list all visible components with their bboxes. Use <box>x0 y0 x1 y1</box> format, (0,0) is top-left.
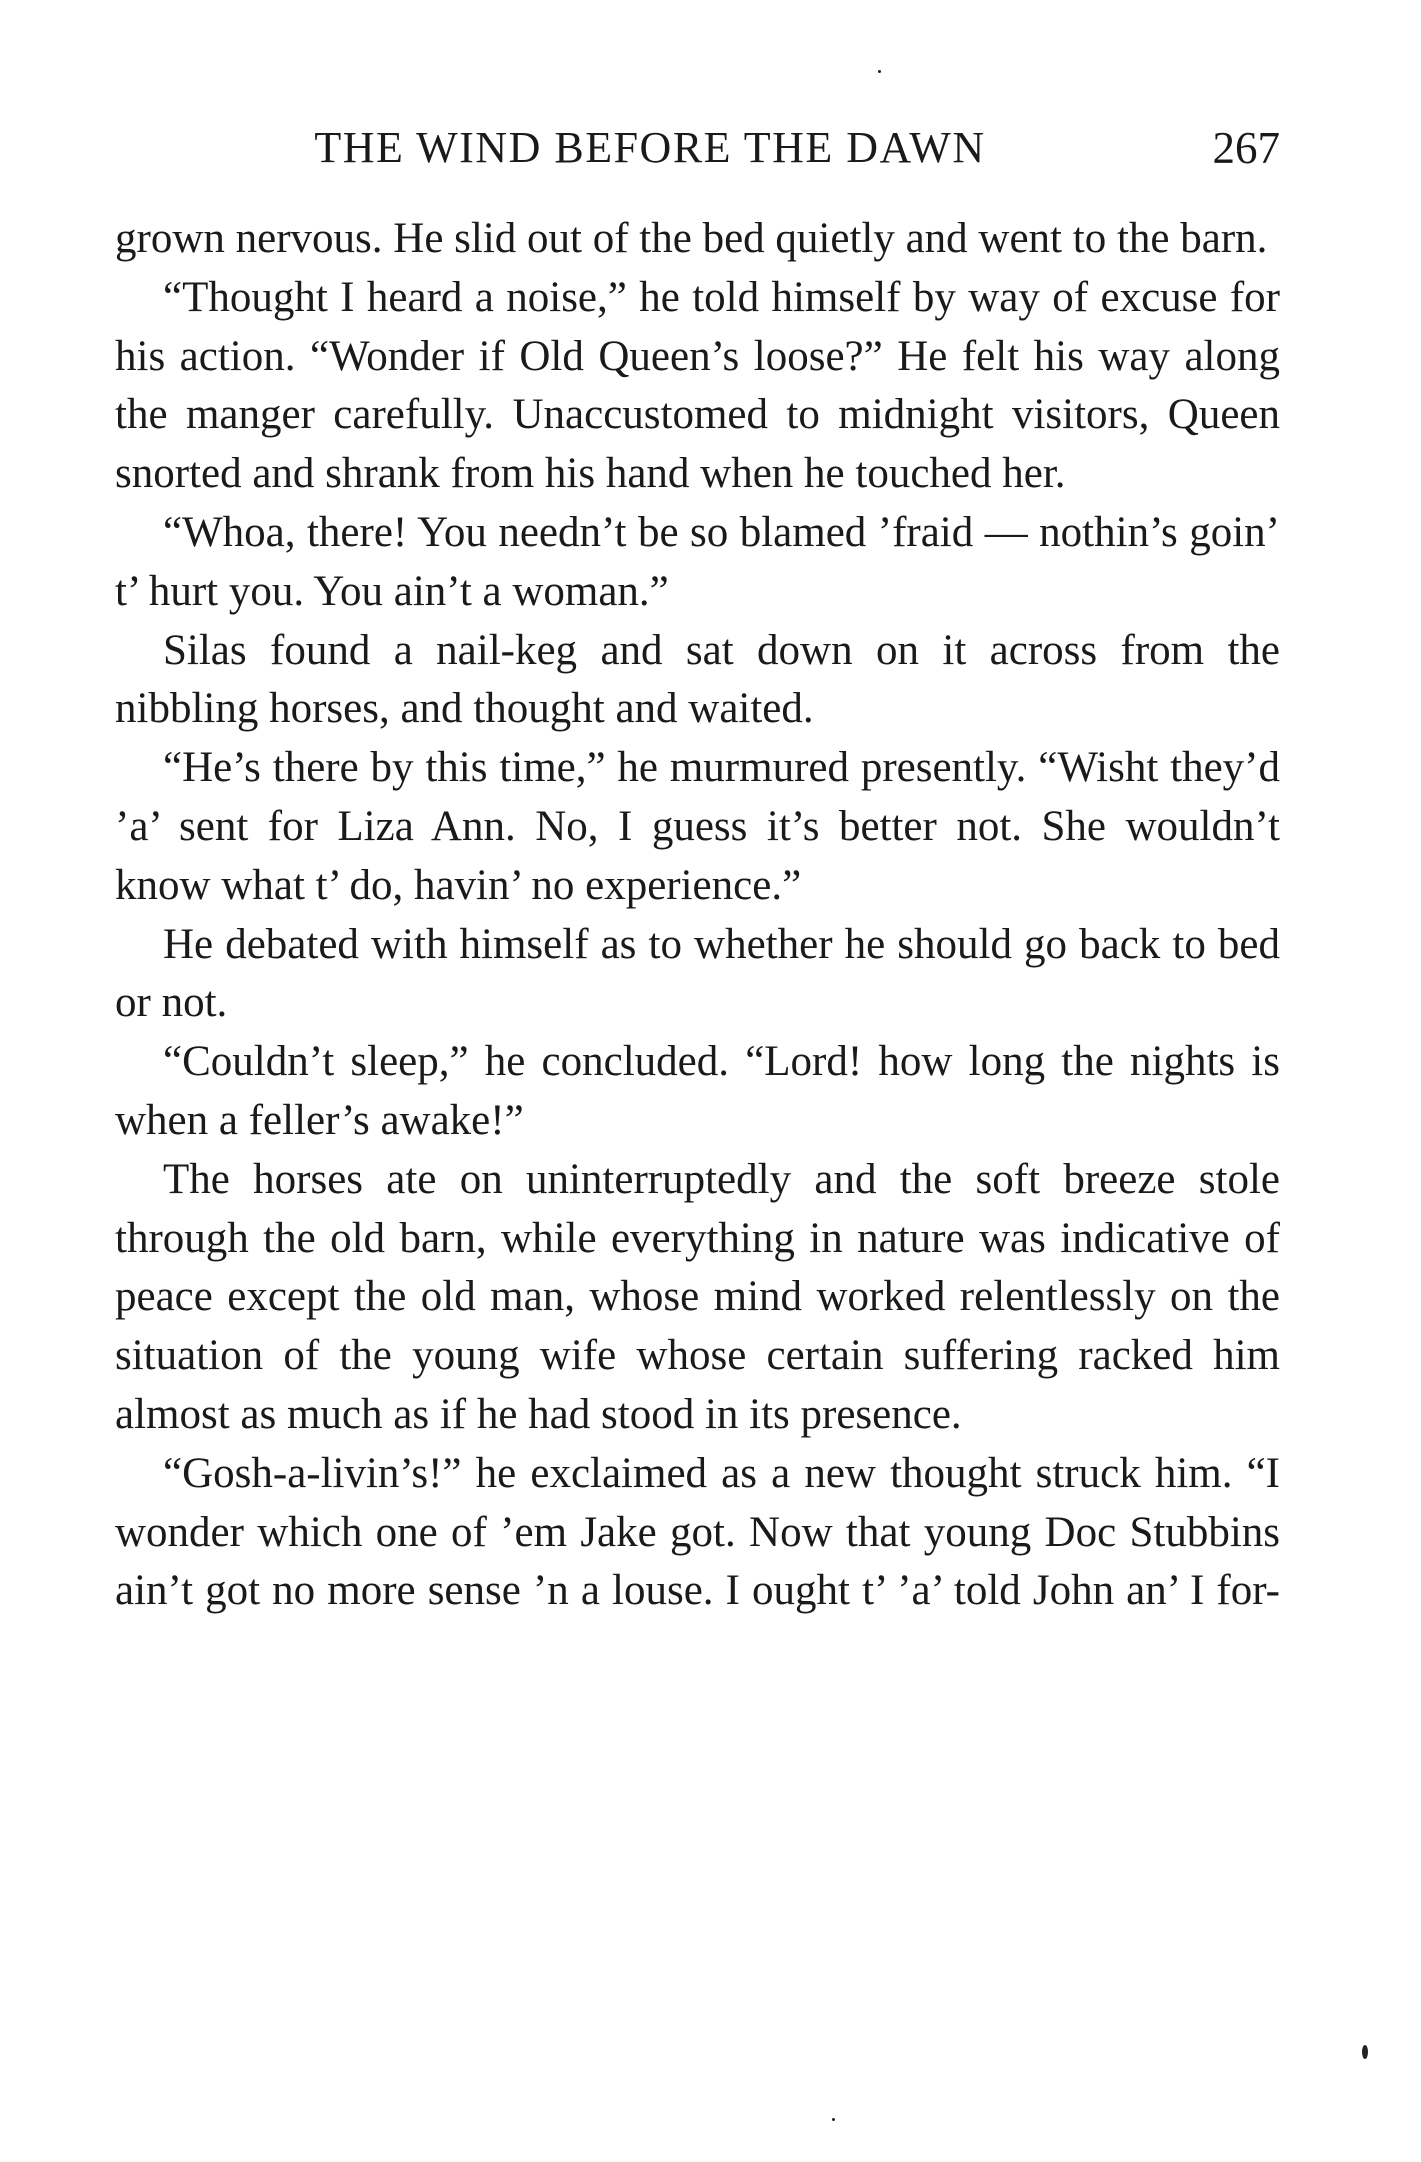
paragraph: He debated with himself as to whether he should go back to bed or not. <box>115 920 1280 1027</box>
paragraph: The horses ate on uninterruptedly and the soft breeze stole through the old barn, while everything in nature was indicative of peace except the old man, whose mind worked relentlessly on the situation of the young wife whose certain suffering racked him almost as much as if he had stood in its presence. <box>115 1155 1280 1438</box>
paragraph: “Couldn’t sleep,” he concluded. “Lord! how long the nights is when a feller’s awake!” <box>115 1038 1280 1144</box>
body-text <box>115 210 1280 1621</box>
running-head <box>115 118 1280 178</box>
paragraph: grown nervous. He slid out of the bed quietly and went to the barn. <box>115 215 1268 262</box>
paragraph: “Thought I heard a noise,” he told himself by way of excuse for his action. “Wonder if Old Queen’s loose?” He felt his way along the manger carefully. Unaccustomed to midnight visitors, Queen snorted and shrank from his hand when he touched her. <box>115 273 1280 498</box>
running-title: THE WIND BEFORE THE DAWN <box>314 123 986 172</box>
ink-speck <box>878 70 881 73</box>
paragraph: “Whoa, there! You needn’t be so blamed ’fraid — nothin’s goin’ t’ hurt you. You ain’t a woman.” <box>115 508 1280 615</box>
paragraph: “Gosh-a-livin’s!” he exclaimed as a new thought struck him. “I wonder which one of ’em Jake got. Now that young Doc Stubbins ain’t got no more sense ’n a louse. I ought t’ ’a’ told John an’ I for- <box>115 1449 1280 1615</box>
ink-speck <box>832 2118 835 2121</box>
paragraph: Silas found a nail-keg and sat down on it across from the nibbling horses, and thought and waited. <box>115 626 1280 733</box>
ink-speck <box>1362 2045 1368 2059</box>
page-number: 267 <box>1212 123 1280 173</box>
paragraph: “He’s there by this time,” he murmured presently. “Wisht they’d ’a’ sent for Liza Ann. No, I guess it’s better not. She wouldn’t know what t’ do, havin’ no experience.” <box>115 744 1280 909</box>
